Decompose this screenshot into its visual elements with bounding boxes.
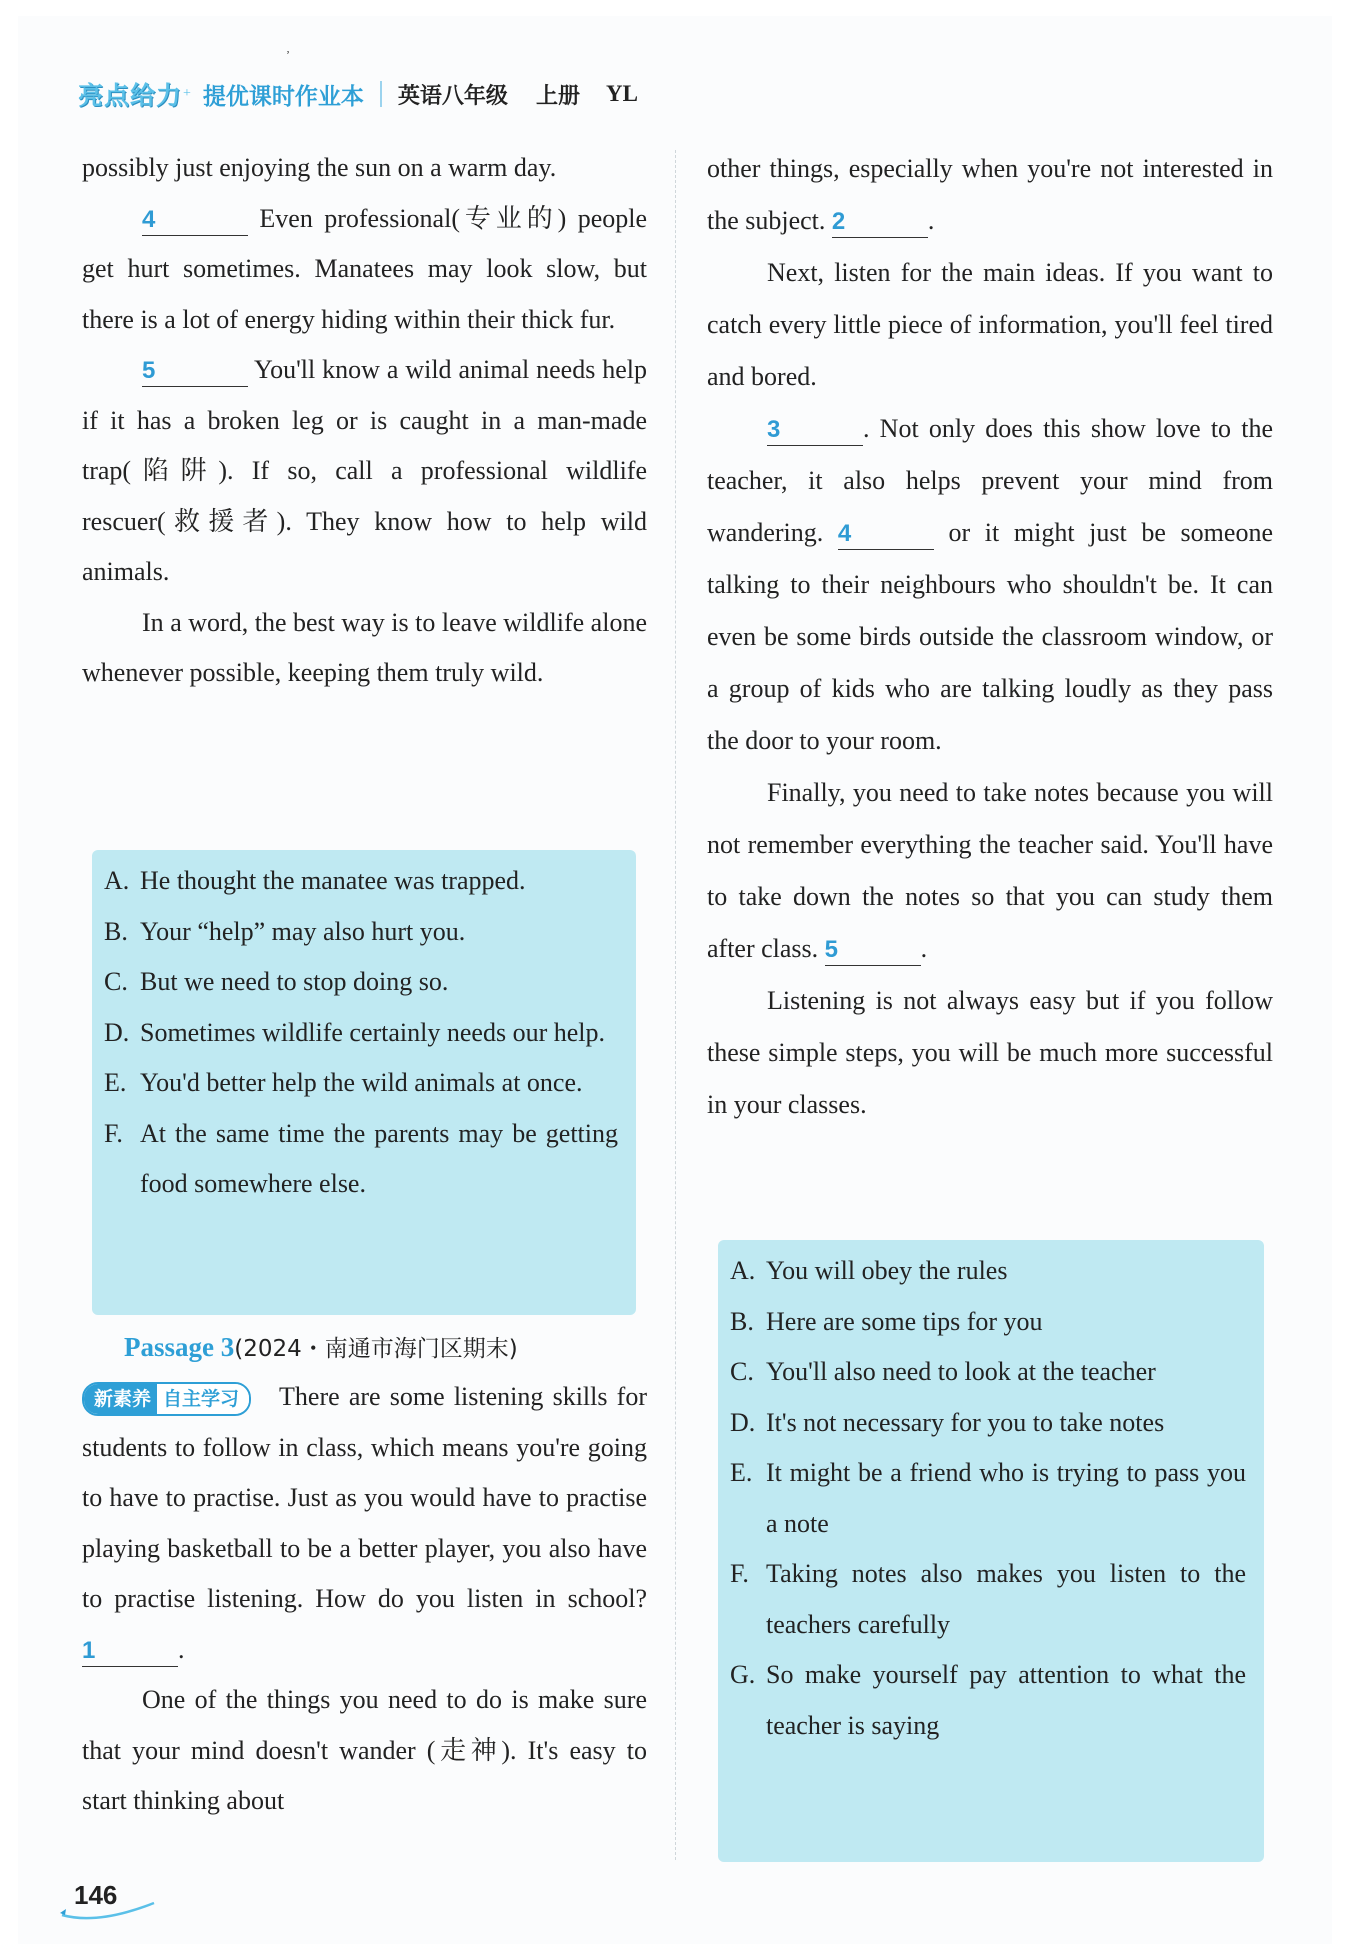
volume-label: 上册	[535, 83, 580, 109]
option-item[interactable]: D. It's not necessary for you to take notes	[730, 1407, 1165, 1437]
paragraph: other things, especially when you're not interested in the subject. 2 .	[707, 143, 1273, 247]
literacy-badge: 新素养 自主学习	[82, 1382, 251, 1416]
option-item[interactable]: E. It might be a friend who is trying to pass you a note	[730, 1458, 1246, 1538]
paragraph: Listening is not always easy but if you follow these simple steps, you will be much more successful in your classes.	[707, 986, 1273, 1119]
option-item[interactable]: F. Taking notes also makes you listen to the teachers carefully	[730, 1559, 1246, 1639]
answer-blank[interactable]: 2	[832, 207, 928, 238]
answer-blank[interactable]: 3	[767, 415, 863, 446]
tick-mark-icon: ʼ	[286, 48, 290, 62]
left-column	[82, 143, 647, 699]
header-divider	[380, 81, 382, 107]
subject-grade: 英语八年级	[397, 83, 508, 109]
brand-star-icon: +	[183, 86, 191, 101]
answer-blank[interactable]: 5	[142, 356, 248, 387]
option-item[interactable]: G. So make yourself pay attention to what the teacher is saying	[730, 1660, 1246, 1740]
paragraph: 3 . Not only does this show love to the teacher, it also helps prevent your mind from wandering. 4 or it might just be someone talking to their neighbours who shouldn't be. It can even be some birds outside the classroom window, or a group of kids who are talking loudly as they pass the door to your room.	[707, 414, 1273, 755]
answer-blank[interactable]: 1	[82, 1636, 178, 1667]
brand-logo: 亮点给力	[78, 81, 183, 110]
paragraph: Finally, you need to take notes because you will not remember everything the teacher said. You'll have to take down the notes so that you can study them after class. 5 .	[707, 767, 1273, 975]
paragraph: 4 Even professional(专业的) people get hurt sometimes. Manatees may look slow, but there is a lot of energy hiding within their thick fur.	[82, 203, 647, 334]
page-header	[78, 74, 638, 114]
paragraph: possibly just enjoying the sun on a warm day.	[82, 153, 557, 182]
option-item[interactable]: D. Sometimes wildlife certainly needs our help.	[104, 1017, 605, 1047]
option-item[interactable]: B. Here are some tips for you	[730, 1306, 1043, 1336]
option-item[interactable]: B. Your “help” may also hurt you.	[104, 916, 466, 946]
options-box-passage2	[92, 850, 636, 1315]
option-item[interactable]: E. You'd better help the wild animals at once.	[104, 1068, 583, 1097]
paragraph: One of the things you need to do is make sure that your mind doesn't wander (走神). It's easy to start thinking about	[82, 1685, 647, 1815]
passage-heading	[124, 1327, 518, 1369]
paragraph: In a word, the best way is to leave wildlife alone whenever possible, keeping them truly wild.	[82, 607, 647, 687]
answer-blank[interactable]: 4	[142, 205, 248, 236]
option-item[interactable]: C. You'll also need to look at the teacher	[730, 1357, 1156, 1386]
option-item[interactable]: A. He thought the manatee was trapped.	[104, 866, 526, 895]
answer-blank[interactable]: 5	[825, 935, 921, 966]
right-column	[707, 143, 1273, 1131]
paragraph: Next, listen for the main ideas. If you want to catch every little piece of information, you'll feel tired and bored.	[707, 258, 1273, 391]
options-box-passage3	[718, 1240, 1264, 1862]
page-number: 146	[74, 1880, 118, 1910]
edition-label: YL	[605, 81, 638, 106]
option-item[interactable]: F. At the same time the parents may be getting food somewhere else.	[104, 1118, 618, 1198]
paragraph: 5 You'll know a wild animal needs help if it has a broken leg or is caught in a man-made trap(陷阱). If so, call a professional wildlife rescuer(救援者). They know how to help wild animals.	[82, 355, 647, 586]
option-item[interactable]: C. But we need to stop doing so.	[104, 967, 449, 996]
series-title: 提优课时作业本	[202, 83, 364, 110]
answer-blank[interactable]: 4	[838, 519, 934, 550]
paragraph: 新素养 自主学习 There are some listening skills for students to follow in class, which means you're going to have to practise. Just as you would have to practise playing basketball to be a better player, you also have to practise listening. How do you listen in school? 1 .	[82, 1372, 647, 1675]
option-item[interactable]: A. You will obey the rules	[730, 1256, 1008, 1285]
passage3-left	[82, 1372, 647, 1827]
passage-label: Passage 3	[124, 1332, 235, 1362]
passage-source: (2024・南通市海门区期末)	[234, 1336, 518, 1362]
column-divider	[675, 150, 676, 1860]
